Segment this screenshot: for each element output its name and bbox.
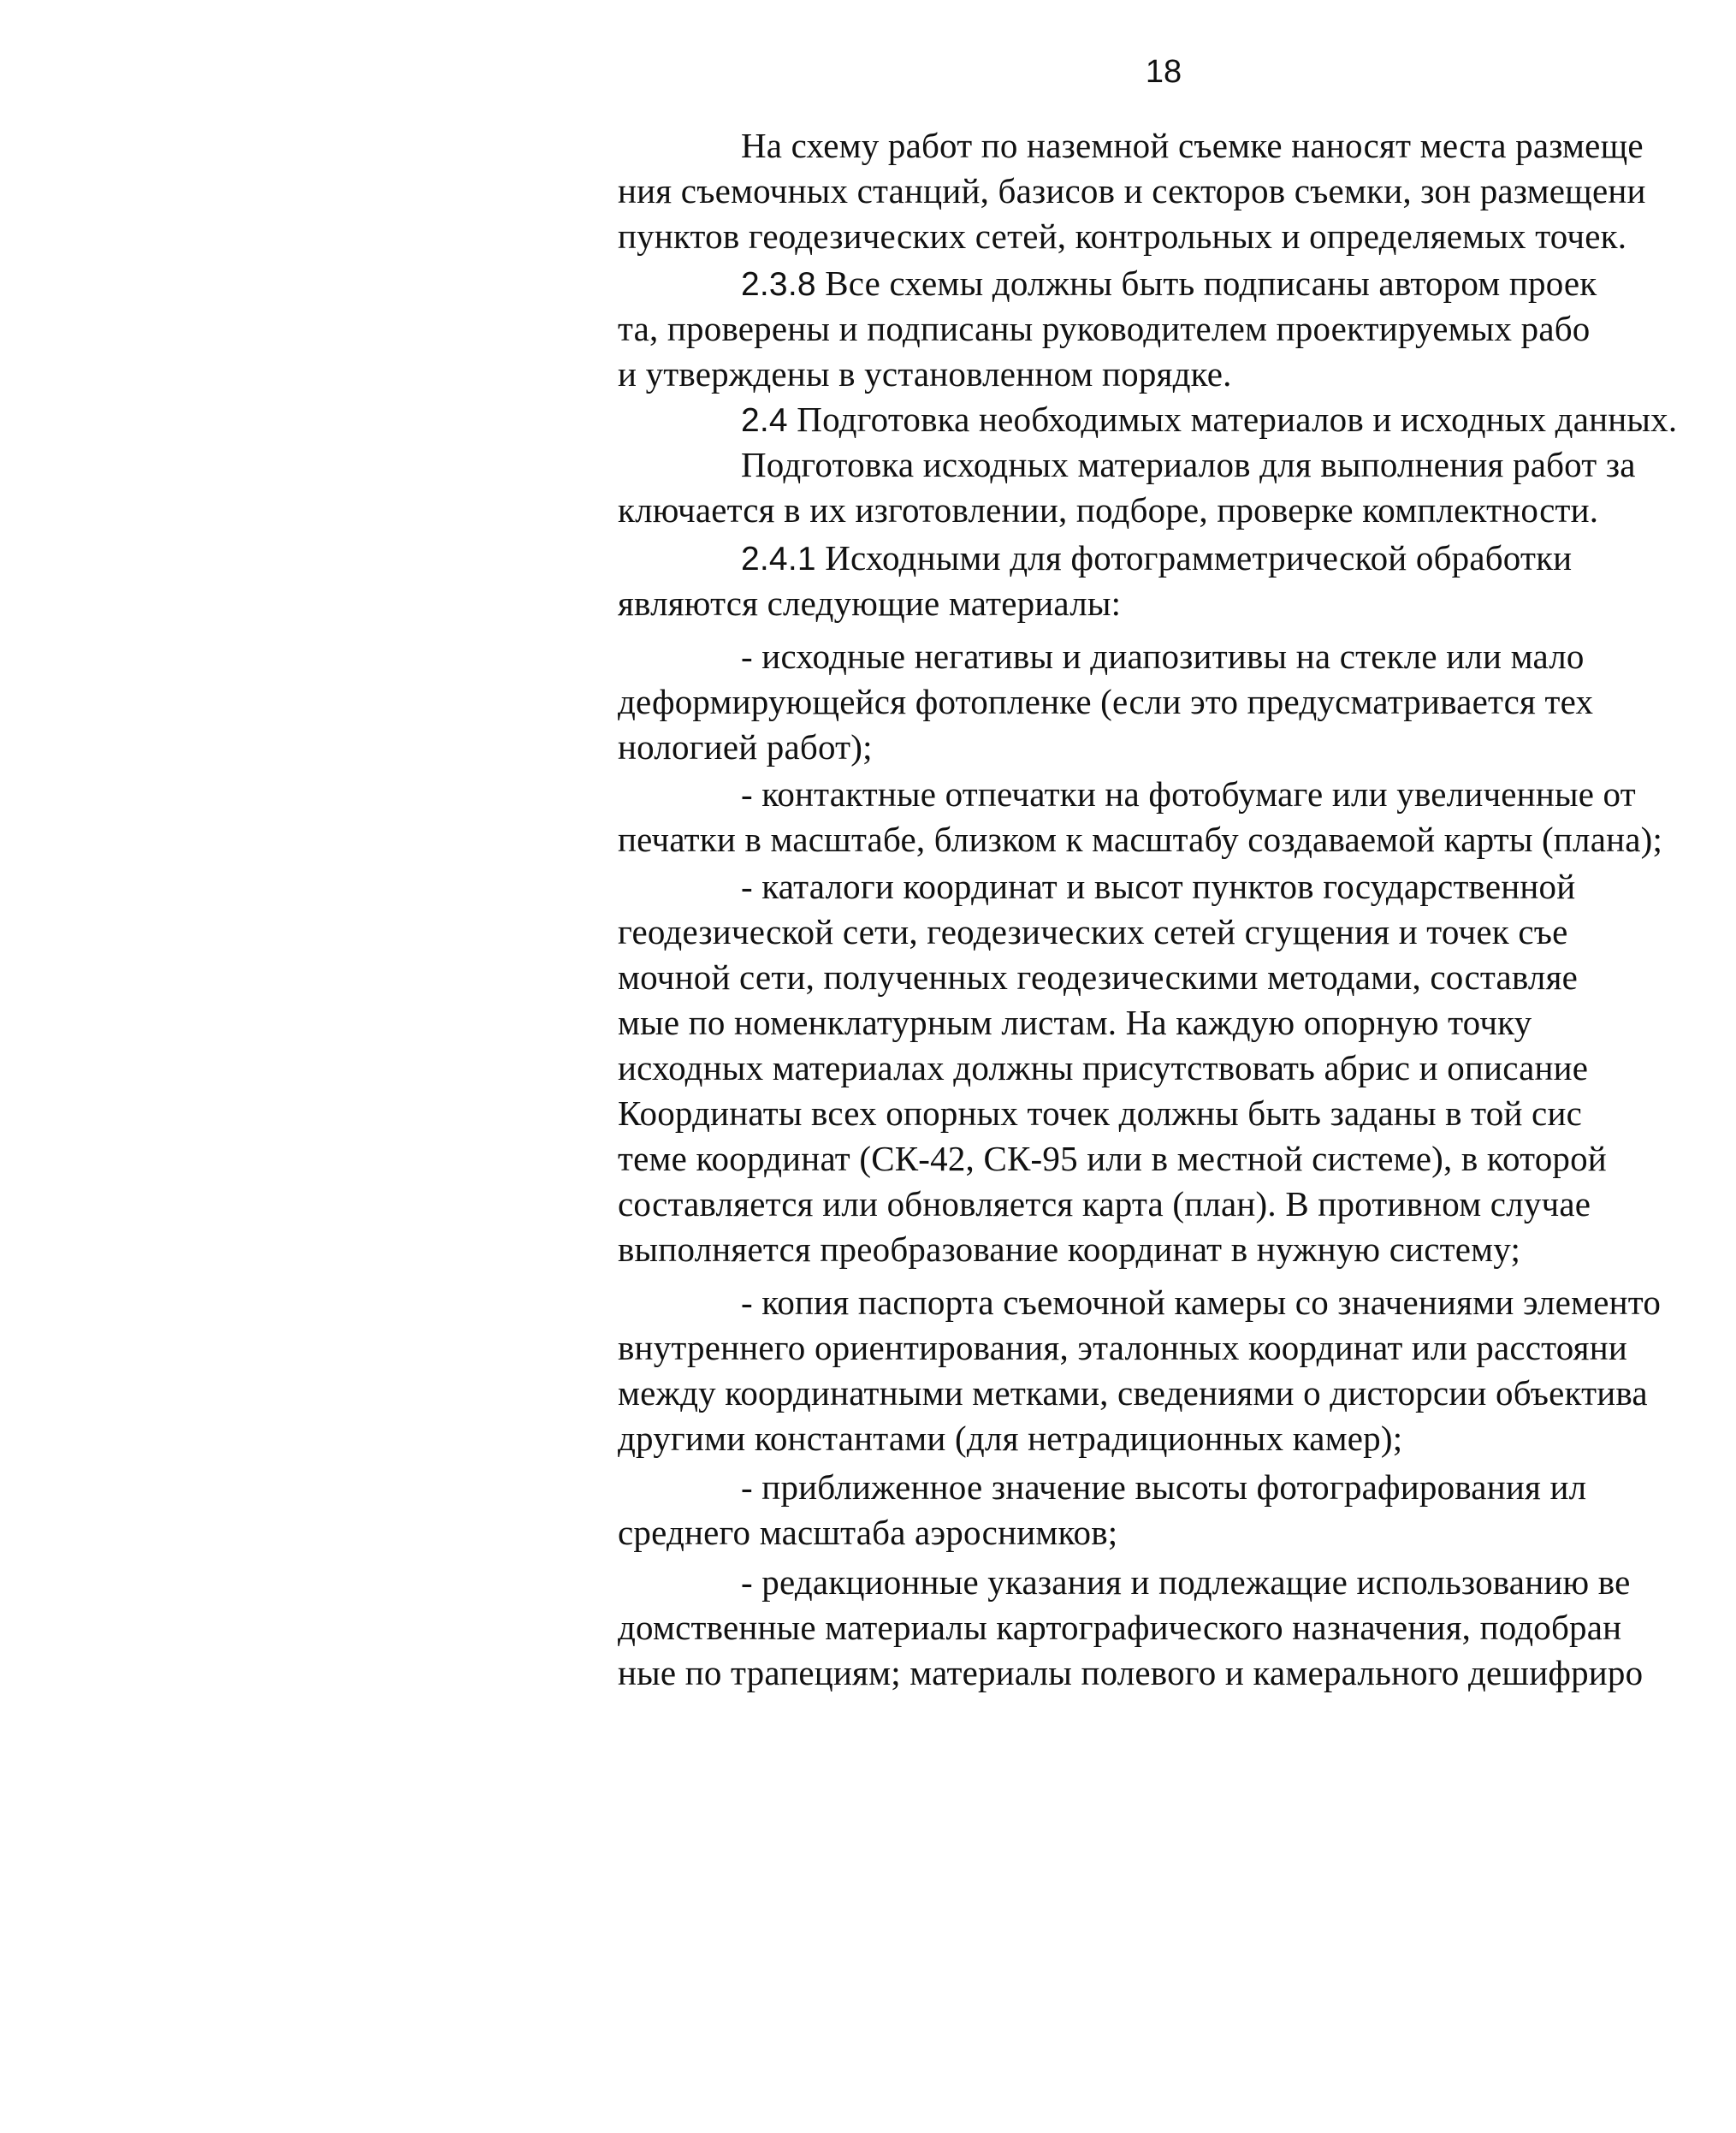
list-item-line: нологией работ);: [618, 727, 873, 767]
list-item-line: среднего масштаба аэроснимков;: [618, 1513, 1118, 1552]
list-item-line: домственные материалы картографического назначения, подобран: [618, 1608, 1622, 1647]
section-number: 2.4.1: [741, 541, 816, 578]
paragraph-line: ключается в их изготовлении, подборе, проверке комплектности.: [618, 490, 1599, 530]
paragraph-line: являются следующие материалы:: [618, 584, 1122, 623]
list-item-line: - контактные отпечатки на фотобумаге или увеличенные от: [741, 774, 1636, 814]
list-item-line: деформирующейся фотопленке (если это предусматривается тех: [618, 682, 1594, 721]
list-item-line: - каталоги координат и высот пунктов государственной: [741, 867, 1576, 906]
list-item-line: - редакционные указания и подлежащие использованию ве: [741, 1562, 1631, 1602]
paragraph-line: та, проверены и подписаны руководителем проектируемых рабо: [618, 309, 1591, 348]
list-item-line: геодезической сети, геодезических сетей сгущения и точек съе: [618, 912, 1568, 951]
section-number: 2.4: [741, 402, 788, 439]
section-2-3-8-line: [741, 262, 1597, 306]
list-item-line: теме координат (СК-42, СК-95 или в местной системе), в которой: [618, 1139, 1607, 1178]
page-number: 18: [1145, 54, 1182, 90]
paragraph-text: Все схемы должны быть подписаны автором проек: [825, 264, 1597, 303]
list-item-line: составляется или обновляется карта (план). В противном случае: [618, 1184, 1591, 1224]
paragraph-line: пунктов геодезических сетей, контрольных и определяемых точек.: [618, 216, 1627, 256]
list-item-line: ные по трапециям; материалы полевого и камерального дешифриро: [618, 1653, 1644, 1692]
paragraph-line: На схему работ по наземной съемке наносят места размеще: [741, 126, 1644, 165]
list-item-line: исходных материалах должны присутствовать абрис и описание: [618, 1048, 1589, 1087]
list-item-line: выполняется преобразование координат в нужную систему;: [618, 1229, 1521, 1269]
list-item-line: мочной сети, полученных геодезическими методами, составляе: [618, 957, 1579, 997]
list-item-line: между координатными метками, сведениями о дисторсии объектива: [618, 1373, 1648, 1413]
list-item-line: другими константами (для нетрадиционных камер);: [618, 1419, 1403, 1458]
list-item-line: - копия паспорта съемочной камеры со значениями элементо: [741, 1283, 1662, 1322]
list-item-line: мые по номенклатурным листам. На каждую опорную точку: [618, 1003, 1532, 1042]
paragraph-line: ния съемочных станций, базисов и секторов съемки, зон размещени: [618, 171, 1646, 210]
paragraph-line: и утверждены в установленном порядке.: [618, 354, 1232, 394]
list-item-line: Координаты всех опорных точек должны быть заданы в той сис: [618, 1093, 1582, 1133]
paragraph-line: Подготовка исходных материалов для выполнения работ за: [741, 445, 1636, 484]
list-item-line: печатки в масштабе, близком к масштабу создаваемой карты (плана);: [618, 820, 1663, 859]
section-number: 2.3.8: [741, 266, 816, 303]
section-title: Подготовка необходимых материалов и исходных данных.: [797, 400, 1678, 439]
section-2-4-1-line: [741, 536, 1572, 581]
list-item-line: - приближенное значение высоты фотографирования ил: [741, 1467, 1587, 1507]
list-item-line: внутреннего ориентирования, эталонных координат или расстояни: [618, 1328, 1628, 1367]
section-2-4-heading: [741, 398, 1677, 442]
list-item-line: - исходные негативы и диапозитивы на стекле или мало: [741, 637, 1585, 676]
paragraph-text: Исходными для фотограмметрической обработки: [825, 538, 1573, 578]
